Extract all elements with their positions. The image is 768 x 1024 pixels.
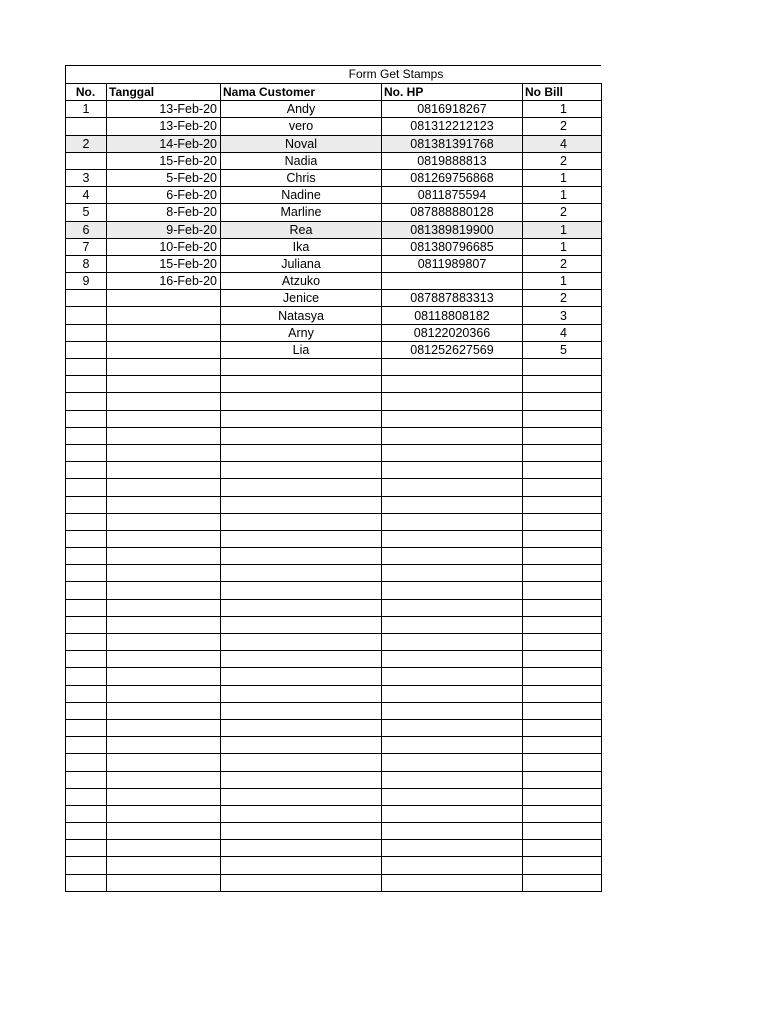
empty-cell[interactable]	[107, 548, 221, 565]
empty-cell[interactable]	[107, 702, 221, 719]
cell-no[interactable]	[66, 152, 107, 169]
empty-cell[interactable]	[221, 754, 382, 771]
empty-cell[interactable]	[107, 685, 221, 702]
empty-cell[interactable]	[107, 444, 221, 461]
empty-row	[66, 410, 602, 427]
cell-date[interactable]	[107, 290, 221, 307]
cell-date[interactable]	[107, 307, 221, 324]
empty-cell[interactable]	[523, 874, 602, 891]
empty-cell[interactable]	[221, 427, 382, 444]
cell-no[interactable]: 5	[66, 204, 107, 221]
empty-row	[66, 719, 602, 736]
empty-cell[interactable]	[382, 444, 523, 461]
cell-hp[interactable]: 081380796685	[382, 238, 523, 255]
empty-cell[interactable]	[382, 427, 523, 444]
empty-cell[interactable]	[523, 582, 602, 599]
empty-cell[interactable]	[66, 719, 107, 736]
cell-bill[interactable]: 2	[523, 204, 602, 221]
table-row	[66, 307, 602, 324]
empty-cell[interactable]	[523, 548, 602, 565]
empty-cell[interactable]	[66, 874, 107, 891]
empty-row	[66, 634, 602, 651]
empty-cell[interactable]	[66, 771, 107, 788]
empty-cell[interactable]	[66, 616, 107, 633]
empty-cell[interactable]	[523, 513, 602, 530]
empty-row	[66, 805, 602, 822]
empty-cell[interactable]	[107, 496, 221, 513]
empty-cell[interactable]	[66, 444, 107, 461]
cell-date[interactable]: 14-Feb-20	[107, 135, 221, 152]
empty-cell[interactable]	[221, 634, 382, 651]
empty-row	[66, 548, 602, 565]
empty-cell[interactable]	[523, 376, 602, 393]
empty-row	[66, 754, 602, 771]
empty-cell[interactable]	[107, 634, 221, 651]
cell-no[interactable]: 1	[66, 101, 107, 118]
table-row	[66, 255, 602, 272]
header-date: Tanggal	[107, 84, 221, 101]
empty-cell[interactable]	[107, 513, 221, 530]
header-name: Nama Customer	[221, 84, 382, 101]
cell-name[interactable]: Noval	[221, 135, 382, 152]
empty-cell[interactable]	[523, 444, 602, 461]
empty-cell[interactable]	[382, 359, 523, 376]
empty-cell[interactable]	[523, 702, 602, 719]
header-bill: No Bill	[523, 84, 602, 101]
empty-cell[interactable]	[523, 479, 602, 496]
empty-row	[66, 513, 602, 530]
empty-cell[interactable]	[382, 616, 523, 633]
table-row	[66, 135, 602, 152]
cell-name[interactable]: Rea	[221, 221, 382, 238]
empty-cell[interactable]	[221, 599, 382, 616]
empty-cell[interactable]	[523, 410, 602, 427]
cell-hp[interactable]: 0819888813	[382, 152, 523, 169]
cell-bill[interactable]: 2	[523, 152, 602, 169]
empty-cell[interactable]	[221, 788, 382, 805]
table-body	[66, 84, 602, 892]
empty-cell[interactable]	[66, 668, 107, 685]
cell-name[interactable]: Andy	[221, 101, 382, 118]
empty-row	[66, 702, 602, 719]
stamp-form-sheet	[65, 65, 601, 892]
empty-cell[interactable]	[66, 634, 107, 651]
empty-cell[interactable]	[523, 754, 602, 771]
empty-cell[interactable]	[66, 702, 107, 719]
cell-date[interactable]: 13-Feb-20	[107, 118, 221, 135]
cell-name[interactable]: Arny	[221, 324, 382, 341]
cell-date[interactable]: 15-Feb-20	[107, 255, 221, 272]
empty-cell[interactable]	[221, 359, 382, 376]
empty-row	[66, 496, 602, 513]
empty-row	[66, 582, 602, 599]
empty-row	[66, 530, 602, 547]
empty-row	[66, 874, 602, 891]
cell-no[interactable]	[66, 341, 107, 358]
empty-cell[interactable]	[221, 513, 382, 530]
cell-bill[interactable]: 2	[523, 255, 602, 272]
cell-bill[interactable]: 2	[523, 118, 602, 135]
empty-cell[interactable]	[66, 857, 107, 874]
empty-cell[interactable]	[523, 805, 602, 822]
empty-row	[66, 668, 602, 685]
empty-row	[66, 427, 602, 444]
empty-cell[interactable]	[221, 805, 382, 822]
empty-cell[interactable]	[66, 685, 107, 702]
empty-cell[interactable]	[523, 634, 602, 651]
cell-no[interactable]	[66, 324, 107, 341]
cell-hp[interactable]: 081269756868	[382, 169, 523, 186]
empty-cell[interactable]	[382, 754, 523, 771]
empty-cell[interactable]	[523, 771, 602, 788]
empty-row	[66, 737, 602, 754]
empty-cell[interactable]	[382, 805, 523, 822]
cell-no[interactable]	[66, 290, 107, 307]
empty-row	[66, 651, 602, 668]
cell-date[interactable]: 8-Feb-20	[107, 204, 221, 221]
empty-cell[interactable]	[107, 479, 221, 496]
empty-cell[interactable]	[66, 823, 107, 840]
empty-cell[interactable]	[221, 496, 382, 513]
cell-no[interactable]: 3	[66, 169, 107, 186]
cell-date[interactable]: 10-Feb-20	[107, 238, 221, 255]
table-row	[66, 152, 602, 169]
empty-cell[interactable]	[382, 530, 523, 547]
empty-cell[interactable]	[221, 462, 382, 479]
empty-cell[interactable]	[66, 565, 107, 582]
empty-cell[interactable]	[221, 410, 382, 427]
cell-hp[interactable]: 0816918267	[382, 101, 523, 118]
cell-name[interactable]: Juliana	[221, 255, 382, 272]
empty-cell[interactable]	[221, 393, 382, 410]
empty-cell[interactable]	[66, 737, 107, 754]
cell-no[interactable]: 8	[66, 255, 107, 272]
empty-cell[interactable]	[382, 565, 523, 582]
cell-name[interactable]: Natasya	[221, 307, 382, 324]
empty-row	[66, 840, 602, 857]
empty-cell[interactable]	[523, 496, 602, 513]
cell-date[interactable]: 16-Feb-20	[107, 273, 221, 290]
table-row	[66, 169, 602, 186]
empty-cell[interactable]	[66, 548, 107, 565]
cell-name[interactable]: Marline	[221, 204, 382, 221]
header-row	[66, 84, 602, 101]
cell-date[interactable]: 15-Feb-20	[107, 152, 221, 169]
empty-row	[66, 565, 602, 582]
empty-cell[interactable]	[382, 410, 523, 427]
empty-row	[66, 376, 602, 393]
empty-cell[interactable]	[382, 548, 523, 565]
empty-cell[interactable]	[221, 771, 382, 788]
empty-cell[interactable]	[107, 651, 221, 668]
empty-cell[interactable]	[382, 874, 523, 891]
empty-cell[interactable]	[66, 840, 107, 857]
cell-name[interactable]: Atzuko	[221, 273, 382, 290]
empty-cell[interactable]	[382, 651, 523, 668]
empty-cell[interactable]	[523, 719, 602, 736]
cell-name[interactable]: Jenice	[221, 290, 382, 307]
empty-row	[66, 788, 602, 805]
empty-cell[interactable]	[221, 668, 382, 685]
cell-hp[interactable]: 0811989807	[382, 255, 523, 272]
cell-hp[interactable]: 081312212123	[382, 118, 523, 135]
empty-cell[interactable]	[382, 719, 523, 736]
empty-cell[interactable]	[221, 823, 382, 840]
cell-bill[interactable]: 1	[523, 101, 602, 118]
cell-bill[interactable]: 2	[523, 290, 602, 307]
empty-cell[interactable]	[107, 874, 221, 891]
empty-cell[interactable]	[523, 651, 602, 668]
cell-date[interactable]: 13-Feb-20	[107, 101, 221, 118]
empty-cell[interactable]	[107, 840, 221, 857]
cell-hp[interactable]	[382, 273, 523, 290]
table-row	[66, 290, 602, 307]
empty-cell[interactable]	[523, 616, 602, 633]
empty-cell[interactable]	[523, 599, 602, 616]
table-row	[66, 101, 602, 118]
empty-cell[interactable]	[107, 788, 221, 805]
empty-cell[interactable]	[221, 530, 382, 547]
empty-cell[interactable]	[523, 840, 602, 857]
empty-cell[interactable]	[382, 702, 523, 719]
empty-cell[interactable]	[523, 462, 602, 479]
cell-no[interactable]: 4	[66, 187, 107, 204]
empty-cell[interactable]	[107, 823, 221, 840]
empty-cell[interactable]	[221, 444, 382, 461]
header-hp: No. HP	[382, 84, 523, 101]
empty-cell[interactable]	[107, 737, 221, 754]
empty-cell[interactable]	[66, 805, 107, 822]
table-row	[66, 118, 602, 135]
empty-cell[interactable]	[221, 582, 382, 599]
cell-no[interactable]: 7	[66, 238, 107, 255]
empty-row	[66, 685, 602, 702]
empty-cell[interactable]	[221, 702, 382, 719]
empty-cell[interactable]	[382, 857, 523, 874]
cell-hp[interactable]: 0811875594	[382, 187, 523, 204]
form-title: Form Get Stamps	[348, 67, 444, 81]
empty-cell[interactable]	[221, 616, 382, 633]
empty-cell[interactable]	[221, 685, 382, 702]
title-row	[65, 65, 601, 83]
cell-hp[interactable]: 08118808182	[382, 307, 523, 324]
empty-cell[interactable]	[107, 668, 221, 685]
table-row	[66, 187, 602, 204]
empty-cell[interactable]	[107, 427, 221, 444]
empty-cell[interactable]	[107, 719, 221, 736]
empty-cell[interactable]	[382, 737, 523, 754]
empty-cell[interactable]	[523, 668, 602, 685]
empty-cell[interactable]	[523, 788, 602, 805]
cell-name[interactable]: Lia	[221, 341, 382, 358]
empty-cell[interactable]	[523, 565, 602, 582]
empty-cell[interactable]	[66, 359, 107, 376]
cell-name[interactable]: Nadine	[221, 187, 382, 204]
stamp-table	[65, 83, 602, 892]
empty-row	[66, 393, 602, 410]
table-row	[66, 341, 602, 358]
empty-cell[interactable]	[107, 754, 221, 771]
cell-no[interactable]: 2	[66, 135, 107, 152]
empty-cell[interactable]	[107, 771, 221, 788]
empty-cell[interactable]	[107, 616, 221, 633]
cell-no[interactable]: 6	[66, 221, 107, 238]
cell-date[interactable]: 6-Feb-20	[107, 187, 221, 204]
empty-cell[interactable]	[66, 530, 107, 547]
empty-cell[interactable]	[523, 359, 602, 376]
cell-bill[interactable]: 4	[523, 324, 602, 341]
empty-cell[interactable]	[66, 651, 107, 668]
empty-cell[interactable]	[382, 462, 523, 479]
empty-cell[interactable]	[66, 599, 107, 616]
empty-cell[interactable]	[66, 462, 107, 479]
empty-cell[interactable]	[66, 513, 107, 530]
empty-cell[interactable]	[66, 754, 107, 771]
empty-cell[interactable]	[221, 840, 382, 857]
empty-cell[interactable]	[523, 393, 602, 410]
cell-name[interactable]: Chris	[221, 169, 382, 186]
empty-row	[66, 479, 602, 496]
empty-cell[interactable]	[107, 376, 221, 393]
cell-date[interactable]	[107, 324, 221, 341]
empty-cell[interactable]	[523, 823, 602, 840]
table-row	[66, 204, 602, 221]
header-no: No.	[66, 84, 107, 101]
empty-cell[interactable]	[66, 582, 107, 599]
empty-cell[interactable]	[66, 788, 107, 805]
cell-date[interactable]: 9-Feb-20	[107, 221, 221, 238]
cell-hp[interactable]: 081381391768	[382, 135, 523, 152]
cell-bill[interactable]: 1	[523, 221, 602, 238]
cell-bill[interactable]: 3	[523, 307, 602, 324]
empty-row	[66, 462, 602, 479]
empty-cell[interactable]	[382, 513, 523, 530]
cell-bill[interactable]: 4	[523, 135, 602, 152]
cell-hp[interactable]: 08122020366	[382, 324, 523, 341]
empty-cell[interactable]	[523, 857, 602, 874]
empty-cell[interactable]	[382, 840, 523, 857]
cell-no[interactable]: 9	[66, 273, 107, 290]
empty-cell[interactable]	[221, 737, 382, 754]
empty-cell[interactable]	[523, 685, 602, 702]
empty-cell[interactable]	[523, 737, 602, 754]
empty-cell[interactable]	[221, 874, 382, 891]
empty-cell[interactable]	[382, 376, 523, 393]
empty-cell[interactable]	[107, 565, 221, 582]
empty-cell[interactable]	[107, 599, 221, 616]
empty-cell[interactable]	[382, 393, 523, 410]
table-row	[66, 273, 602, 290]
empty-cell[interactable]	[107, 393, 221, 410]
cell-name[interactable]: Ika	[221, 238, 382, 255]
cell-no[interactable]	[66, 307, 107, 324]
empty-cell[interactable]	[523, 530, 602, 547]
empty-cell[interactable]	[66, 376, 107, 393]
empty-cell[interactable]	[382, 823, 523, 840]
empty-row	[66, 616, 602, 633]
cell-hp[interactable]: 081389819900	[382, 221, 523, 238]
cell-no[interactable]	[66, 118, 107, 135]
cell-bill[interactable]: 1	[523, 187, 602, 204]
empty-cell[interactable]	[66, 410, 107, 427]
empty-cell[interactable]	[382, 479, 523, 496]
empty-cell[interactable]	[523, 427, 602, 444]
empty-cell[interactable]	[221, 857, 382, 874]
table-row	[66, 221, 602, 238]
empty-cell[interactable]	[107, 582, 221, 599]
empty-row	[66, 359, 602, 376]
empty-cell[interactable]	[66, 479, 107, 496]
empty-cell[interactable]	[107, 410, 221, 427]
empty-row	[66, 599, 602, 616]
empty-cell[interactable]	[107, 857, 221, 874]
empty-cell[interactable]	[221, 565, 382, 582]
empty-cell[interactable]	[107, 462, 221, 479]
empty-cell[interactable]	[107, 359, 221, 376]
cell-hp[interactable]: 087888880128	[382, 204, 523, 221]
table-row	[66, 324, 602, 341]
empty-cell[interactable]	[382, 771, 523, 788]
cell-bill[interactable]: 1	[523, 169, 602, 186]
cell-name[interactable]: vero	[221, 118, 382, 135]
empty-cell[interactable]	[382, 599, 523, 616]
empty-cell[interactable]	[66, 427, 107, 444]
empty-row	[66, 771, 602, 788]
empty-cell[interactable]	[66, 393, 107, 410]
empty-cell[interactable]	[221, 479, 382, 496]
table-row	[66, 238, 602, 255]
empty-cell[interactable]	[107, 530, 221, 547]
empty-cell[interactable]	[66, 496, 107, 513]
empty-cell[interactable]	[382, 496, 523, 513]
empty-cell[interactable]	[221, 548, 382, 565]
empty-cell[interactable]	[382, 634, 523, 651]
empty-cell[interactable]	[382, 788, 523, 805]
empty-row	[66, 823, 602, 840]
cell-date[interactable]: 5-Feb-20	[107, 169, 221, 186]
empty-cell[interactable]	[221, 719, 382, 736]
empty-cell[interactable]	[382, 668, 523, 685]
cell-bill[interactable]: 5	[523, 341, 602, 358]
cell-date[interactable]	[107, 341, 221, 358]
empty-cell[interactable]	[382, 582, 523, 599]
empty-cell[interactable]	[382, 685, 523, 702]
cell-name[interactable]: Nadia	[221, 152, 382, 169]
empty-cell[interactable]	[221, 376, 382, 393]
empty-row	[66, 444, 602, 461]
empty-row	[66, 857, 602, 874]
cell-hp[interactable]: 081252627569	[382, 341, 523, 358]
cell-bill[interactable]: 1	[523, 238, 602, 255]
empty-cell[interactable]	[107, 805, 221, 822]
empty-cell[interactable]	[221, 651, 382, 668]
cell-hp[interactable]: 087887883313	[382, 290, 523, 307]
cell-bill[interactable]: 1	[523, 273, 602, 290]
